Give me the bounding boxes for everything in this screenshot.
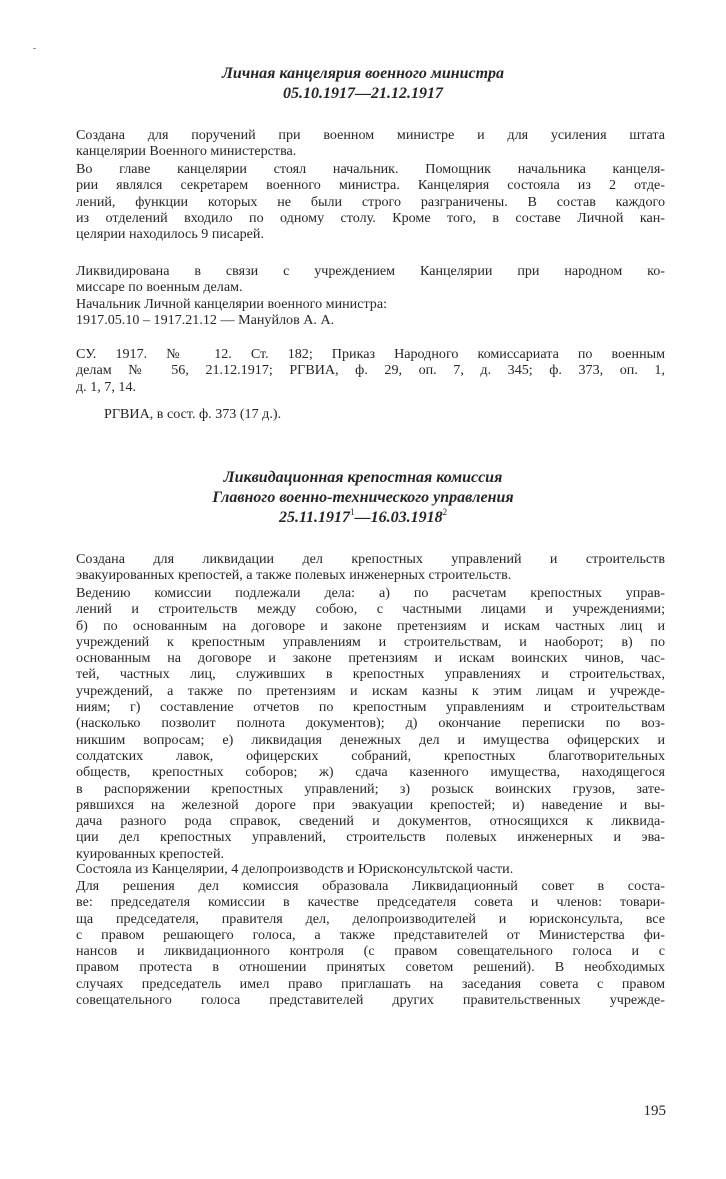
text-line: учреждений к крепостным управлениям и строительствам, и наоборот; в) по <box>76 633 665 650</box>
text-line: в распоряжении крепостных управлений; з) розыск воинских грузов, зате- <box>76 780 665 797</box>
date-separator: — <box>354 509 371 526</box>
section2-paragraph-3 <box>76 861 665 877</box>
text-line: (насколько позволит полнота документов); д) окончание переписки по воз- <box>76 715 665 732</box>
text-line: Ликвидирована в связи с учреждением Канцелярии при народном ко- <box>76 263 665 279</box>
scan-speck <box>33 48 36 49</box>
text-line: ции дел крепостных управлений, строительств полевых инженерных и эва- <box>76 829 665 846</box>
text-line: из отделений входило по одному столу. Кроме того, в составе Личной кан- <box>76 209 665 226</box>
section1-dates: 05.10.1917—21.12.1917 <box>283 85 443 102</box>
text-line: никшим вопросам; е) ликвидация денежных дел и имущества офицерских и <box>76 731 665 748</box>
text-line: обществ, крепостных соборов; ж) сдача казенного имущества, находящегося <box>76 764 665 781</box>
text-line: б) по основанным на договоре и законе претензиям и искам частных лиц и <box>76 617 665 634</box>
text-line: лений и строительств между собою, с частными лицами и учреждениями; <box>76 601 665 618</box>
page-number: 195 <box>643 1103 666 1119</box>
footnote-ref: 2 <box>442 507 448 517</box>
text-line: Создана для ликвидации дел крепостных управлений и строительств <box>76 551 665 567</box>
head-entry: 1917.05.10 – 1917.21.12 — Мануйлов А. А. <box>76 312 335 329</box>
section2-title-line2: Главного военно-технического управления <box>212 489 514 506</box>
section2-dates <box>40 508 686 528</box>
text-line: куированных крепостей. <box>76 845 225 862</box>
section1-paragraph-3 <box>76 263 665 296</box>
date-end: 16.03.1918 <box>370 509 443 526</box>
text-line: рии являлся секретарем военного министра. Канцелярия состояла из 2 отде- <box>76 177 665 194</box>
head-label: Начальник Личной канцелярии военного министра: <box>76 296 388 312</box>
section2-paragraph-4 <box>76 878 665 1008</box>
text-line: Ведению комиссии подлежали дела: а) по расчетам крепостных управ- <box>76 585 665 601</box>
date-start: 25.11.1917 <box>278 509 351 526</box>
text-line: СУ. 1917. № 12. Ст. 182; Приказ Народного комиссариата по военным <box>76 346 665 362</box>
section1-sources <box>76 346 665 395</box>
text-line: основанным на договоре и законе претензиям и искам воинских чинов, час- <box>76 650 665 667</box>
text-line: ве: председателя комиссии в качестве председателя совета и членов: товари- <box>76 894 665 911</box>
text-line: делам № 56, 21.12.1917; РГВИА, ф. 29, оп. 7, д. 345; ф. 373, оп. 1, <box>76 362 665 379</box>
footnote-ref: 1 <box>350 507 355 517</box>
text-line: Состояла из Канцелярии, 4 делопроизводств и Юрисконсультской части. <box>76 861 514 877</box>
text-line: солдатских лавок, офицерских собраний, крепостных благотворительных <box>76 747 665 764</box>
section1-paragraph-2 <box>76 161 665 242</box>
section2-paragraph-2 <box>76 585 665 862</box>
text-line: дача разного рода справок, сведений и документов, относящихся к ликвида- <box>76 813 665 830</box>
text-line: Во главе канцелярии стоял начальник. Помощник начальника канцеля- <box>76 161 665 177</box>
text-line: лений, функции которых не были строго разграничены. В состав каждого <box>76 193 665 210</box>
text-line: эвакуированных крепостей, а также полевых инженерных строительств. <box>76 567 512 584</box>
section1-archive <box>104 406 664 422</box>
text-line: с правом решающего голоса, а также представителей от Министерства фи- <box>76 926 665 943</box>
text-line: нансов и ликвидационного контроля (с правом совещательного голоса и с <box>76 943 665 960</box>
text-line: тей, частных лиц, служивших в крепостных управлениях и строительствах, <box>76 666 665 683</box>
text-line: правом протеста в отношении принятых советом решений). В необходимых <box>76 959 665 976</box>
text-line: канцелярии Военного министерства. <box>76 143 297 160</box>
section1-heading <box>40 64 686 104</box>
text-line: ниям; г) составление отчетов по крепостным управлениям и строительствам <box>76 699 665 716</box>
text-line: рявшихся на железной дороге при эвакуации крепостей; и) наведение и вы- <box>76 796 665 813</box>
text-line: Создана для поручений при военном министре и для усиления штата <box>76 127 665 143</box>
section1-head-block <box>76 296 665 329</box>
text-line: миссаре по военным делам. <box>76 279 243 296</box>
archive-line: РГВИА, в сост. ф. 373 (17 д.). <box>104 406 282 422</box>
text-line: Для решения дел комиссия образовала Ликвидационный совет в соста- <box>76 878 665 894</box>
section2-paragraph-1 <box>76 551 665 584</box>
section2-heading <box>40 468 686 528</box>
section1-title: Личная канцелярия военного министра <box>221 65 505 82</box>
section1-paragraph-1 <box>76 127 665 160</box>
section2-title-line1: Ликвидационная крепостная комиссия <box>223 469 503 486</box>
text-line: совещательного голоса представителей других правительственных учрежде- <box>76 992 665 1009</box>
text-line: целярии находилось 9 писарей. <box>76 226 264 243</box>
text-line: д. 1, 7, 14. <box>76 378 137 395</box>
text-line: ща председателя, правителя дел, делопроизводителей и юрисконсульта, все <box>76 910 665 927</box>
text-line: учреждений, а также по претензиям и искам казны к этим лицам и учрежде- <box>76 682 665 699</box>
text-line: случаях председатель имел право приглашать на заседания совета с правом <box>76 975 665 992</box>
